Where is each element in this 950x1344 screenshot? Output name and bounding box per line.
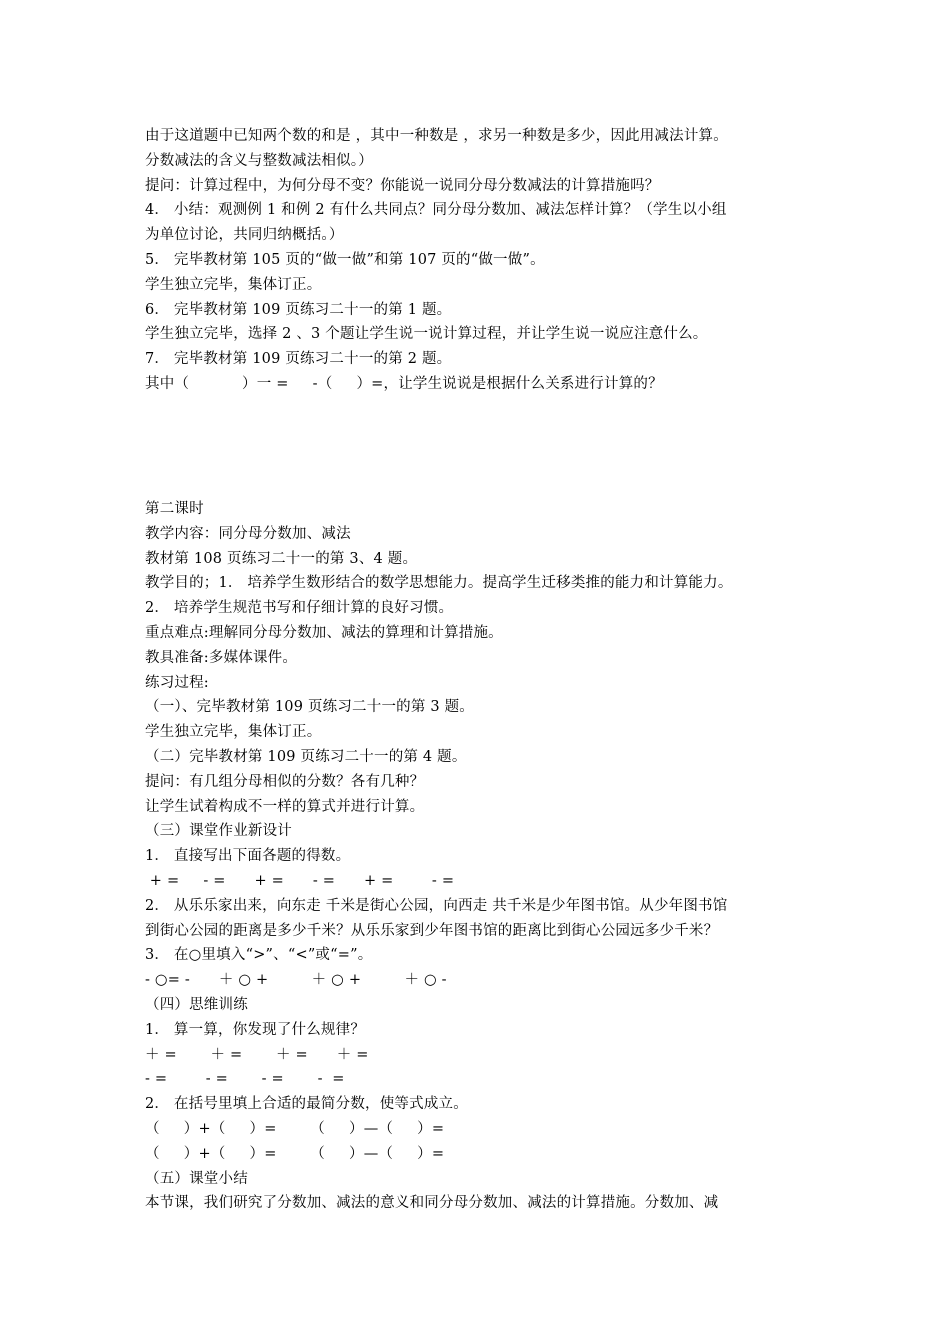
- text-line: 让学生试着构成不一样的算式并进行计算。: [145, 798, 425, 815]
- text-line: 教具准备:多媒体课件。: [145, 649, 298, 666]
- text-line: 7． 完毕教材第 109 页练习二十一的第 2 题。: [145, 351, 452, 368]
- text-line: 教材第 108 页练习二十一的第 3、4 题。: [145, 550, 418, 567]
- text-line: 1． 直接写出下面各题的得数。: [145, 848, 351, 865]
- text-line: 教学目的；1． 培养学生数形结合的数学思想能力。提高学生迁移类推的能力和计算能力。: [145, 575, 733, 592]
- text-line: （四）思维训练: [145, 996, 248, 1013]
- text-line: 学生独立完毕，集体订正。: [145, 276, 322, 293]
- text-line: 为单位讨论，共同归纳概括。）: [145, 227, 344, 244]
- text-line: 学生独立完毕，选择 2 、3 个题让学生说一说计算过程，并让学生说一说应注意什么。: [145, 326, 708, 343]
- text-line: 2． 在括号里填上合适的最简分数，使等式成立。: [145, 1096, 468, 1113]
- text-line: 2． 培养学生规范书写和仔细计算的良好习惯。: [145, 600, 454, 617]
- text-line: 到街心公园的距离是多少千米？从乐乐家到少年图书馆的距离比到街心公园远多少千米？: [145, 922, 719, 939]
- text-line: （三）课堂作业新设计: [145, 823, 292, 840]
- text-line: 5． 完毕教材第 105 页的“做一做”和第 107 页的“做一做”。: [145, 251, 545, 268]
- second-lesson-section: [145, 497, 825, 1216]
- text-line: 提问：计算过程中，为何分母不变？你能说一说同分母分数减法的计算措施吗？: [145, 177, 660, 194]
- section-title: 第二课时: [145, 501, 204, 517]
- math-expression-line: （ ）+（ ）= （ ）—（ ）=: [145, 1120, 445, 1137]
- text-line: 4． 小结：观测例 1 和例 2 有什么共同点？同分母分数加、减法怎样计算？（学生以小组: [145, 202, 727, 219]
- text-line: （一）、完毕教材第 109 页练习二十一的第 3 题。: [145, 699, 474, 716]
- math-expression-line: （ ）+（ ）= （ ）—（ ）=: [145, 1145, 445, 1162]
- text-line: （五）课堂小结: [145, 1170, 248, 1187]
- text-line: （二）完毕教材第 109 页练习二十一的第 4 题。: [145, 748, 467, 765]
- text-line: 重点难点:理解同分母分数加、减法的算理和计算措施。: [145, 624, 503, 641]
- text-line: 学生独立完毕，集体订正。: [145, 724, 322, 741]
- text-line: 3． 在○里填入“>”、“<”或“=”。: [145, 947, 373, 964]
- text-line: 2． 从乐乐家出来，向东走 千米是街心公园，向西走 共千米是少年图书馆。从少年图书馆: [145, 897, 728, 914]
- math-expression-line: - ○= - ＋ ○ + ＋ ○ + ＋ ○ -: [145, 972, 447, 989]
- text-line: 提问：有几组分母相似的分数？各有几种？: [145, 773, 425, 790]
- text-line: 本节课，我们研究了分数加、减法的意义和同分母分数加、减法的计算措施。分数加、减: [145, 1195, 719, 1212]
- text-line: 分数减法的含义与整数减法相似。）: [145, 152, 373, 169]
- text-line: 由于这道题中已知两个数的和是 ，其中一种数是 ，求另一种数是多少，因此用减法计算。: [145, 128, 728, 144]
- text-line: 教学内容：同分母分数加、减法: [145, 525, 351, 542]
- math-expression-line: - = - = - = - =: [145, 1071, 345, 1088]
- text-line: 6． 完毕教材第 109 页练习二十一的第 1 题。: [145, 301, 452, 318]
- text-line: 1． 算一算，你发现了什么规律？: [145, 1021, 366, 1038]
- math-expression-line: + = - = + = - = + = - =: [145, 872, 455, 889]
- lesson-notes-continued: [145, 124, 825, 397]
- math-expression-line: ＋ = ＋ = ＋ = ＋ =: [145, 1046, 369, 1063]
- text-line: 练习过程:: [145, 674, 209, 691]
- text-line: 其中（ ）一 = -（ ）=，让学生说说是根据什么关系进行计算的？: [145, 375, 663, 392]
